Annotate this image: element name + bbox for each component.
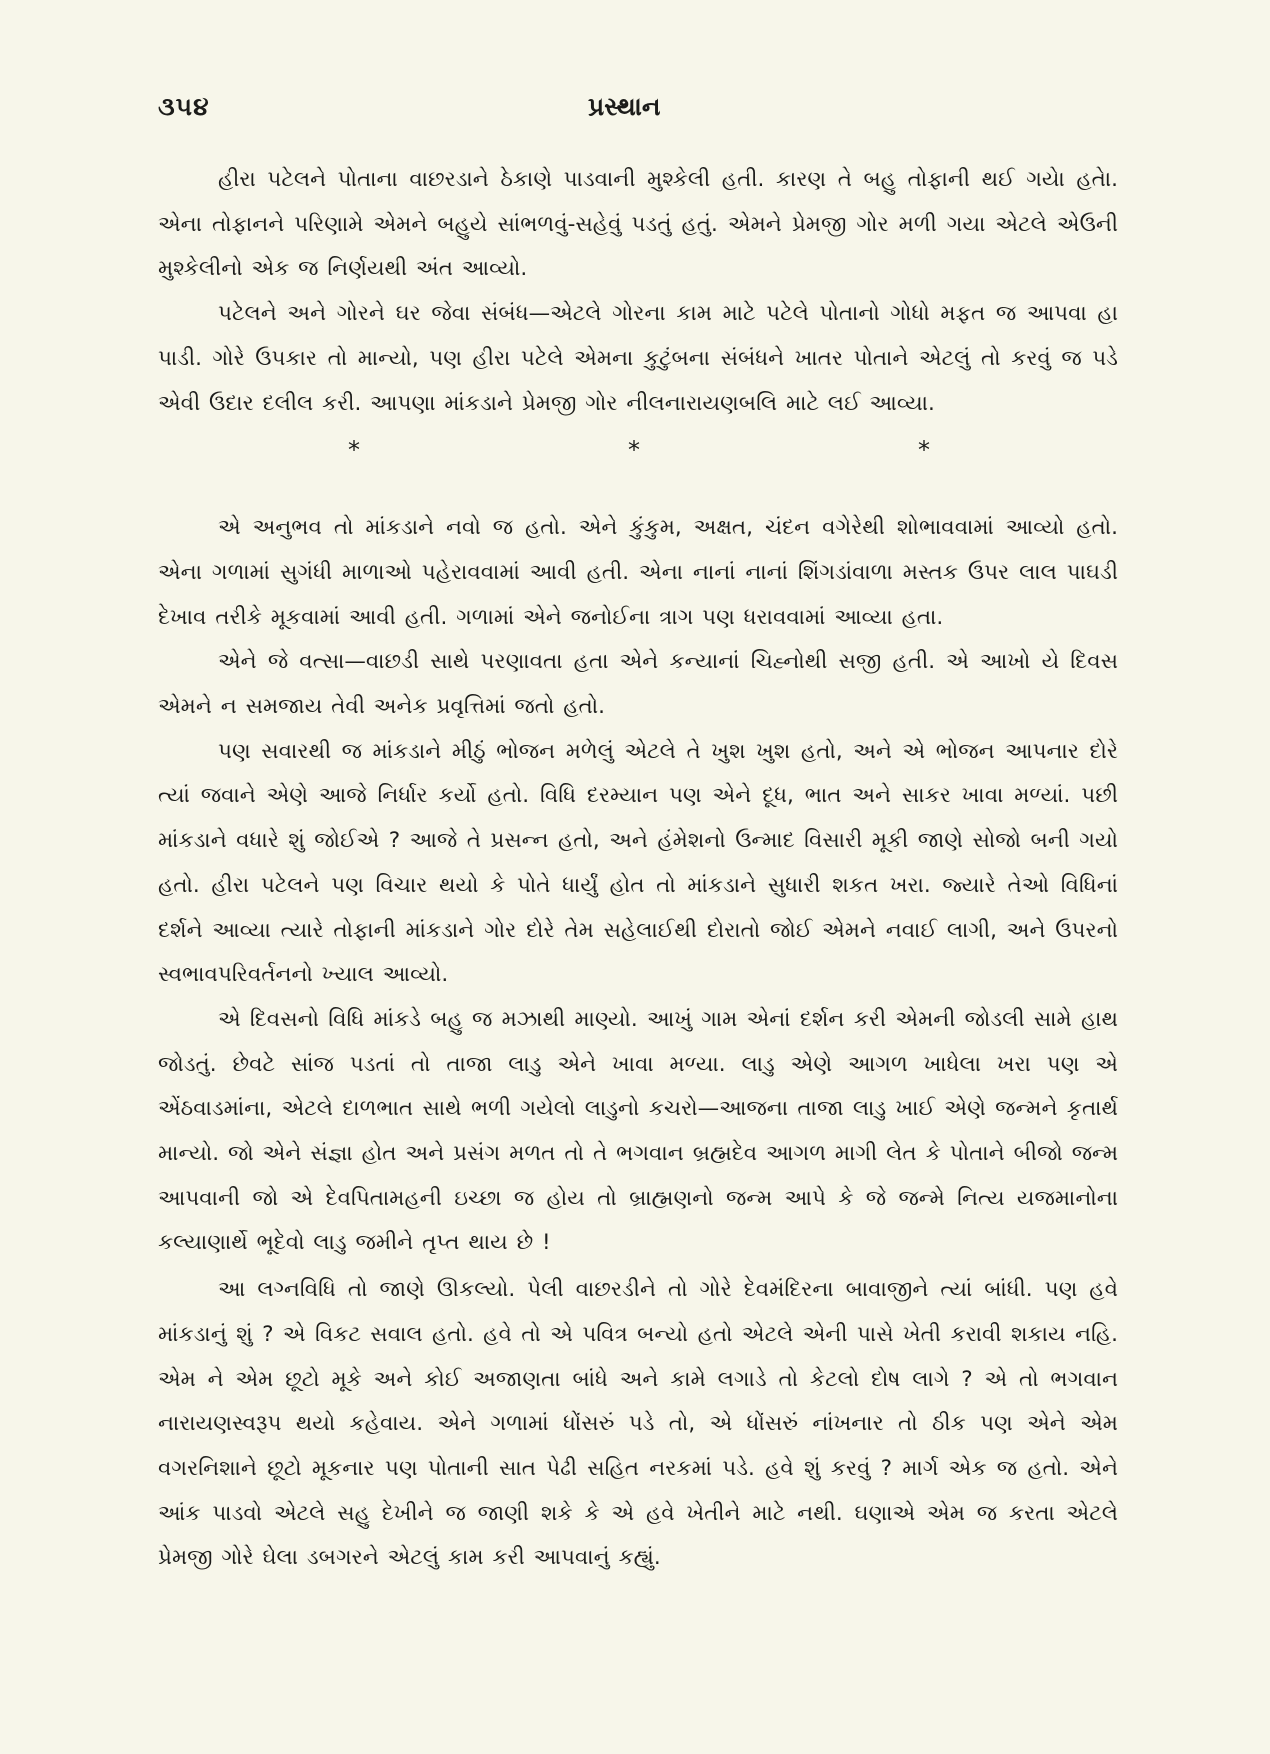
paragraph-4: એને જે વત્સા—વાછડી સાથે પરણાવતા હતા એને કન્યાનાં ચિહ્નોથી સજી હતી. એ આખો યે દિવસ એમને ન સમજાય તેવી અનેક પ્રવૃત્તિમાં જતો હતો. bbox=[158, 649, 1118, 720]
paragraph-7: આ લગ્નવિધિ તો જાણે ઊકલ્યો. પેલી વાછરડીને તો ગોરે દેવમંદિરના બાવાજીને ત્યાં બાંધી. પણ હવે માંકડાનું શું ? એ વિકટ સવાલ હતો. હવે તો એ પવિત્ર બન્યો હતો એટલે એની પાસે ખેતી કરાવી શકાય નહિ. એમ ને એમ છૂટો મૂકે અને કોઈ અજાણતા બાંધે અને કામે લગાડે તો કેટલો દોષ લાગે ? એ તો ભગવાન નારાયણસ્વરૂપ થયો કહેવાય. એને ગળામાં ધોંસરું પડે તો, એ ધોંસરું નાંખનાર તો ઠીક પણ એને એમ વગરનિશાને છૂટો મૂકનાર પણ પોતાની સાત પેઢી સહિત નરકમાં પડે. હવે શું કરવું ? માર્ગ એક જ હતો. એને આંક પાડવો એટલે સહુ દેખીને જ જાણી શકે કે એ હવે ખેતીને માટે નથી. ઘણાએ એમ જ કરતા એટલે પ્રેમજી ગોરે ઘેલા ડબગરને એટલું કામ કરી આપવાનું કહ્યું. bbox=[158, 1277, 1118, 1571]
section-separator bbox=[158, 428, 1118, 506]
page-body bbox=[158, 158, 1118, 1581]
paragraph-6: એ દિવસનો વિધિ માંકડે બહુ જ મઝાથી માણ્યો. આખું ગામ એનાં દર્શન કરી એમની જોડલી સામે હાથ જોડતું. છેવટે સાંજ પડતાં તો તાજા લાડુ એને ખાવા મળ્યા. લાડુ એણે આગળ ખાધેલા ખરા પણ એ એંઠવાડમાંના, એટલે દાળભાત સાથે ભળી ગયેલો લાડુનો કચરો—આજના તાજા લાડુ ખાઈ એણે જન્મને કૃતાર્થ માન્યો. જો એને સંજ્ઞા હોત અને પ્રસંગ મળત તો તે ભગવાન બ્રહ્મદેવ આગળ માગી લેત કે પોતાને બીજો જન્મ આપવાની જો એ દેવપિતામહની ઇચ્છા જ હોય તો બ્રાહ્મણનો જન્મ આપે કે જે જન્મે નિત્ય યજમાનોના કલ્યાણાર્થે ભૂદેવો લાડુ જમીને તૃપ્ત થાય છે ! bbox=[158, 1006, 1118, 1256]
separator-star: * bbox=[348, 436, 360, 465]
page-header bbox=[158, 92, 1118, 132]
running-title: પ્રસ્થાન bbox=[588, 92, 661, 121]
separator-star: * bbox=[628, 436, 640, 465]
paragraph-5: પણ સવારથી જ માંકડાને મીઠું ભોજન મળેલું એટલે તે ખુશ ખુશ હતો, અને એ ભોજન આપનાર દોરે ત્યાં જવાને એણે આજે નિર્ધાર કર્યો હતો. વિધિ દરમ્યાન પણ એને દૂધ, ભાત અને સાકર ખાવા મળ્યાં. પછી માંકડાને વધારે શું જોઈએ ? આજે તે પ્રસન્ન હતો, અને હંમેશનો ઉન્માદ વિસારી મૂકી જાણે સોજો બની ગયો હતો. હીરા પટેલને પણ વિચાર થયો કે પોતે ધાર્યું હોત તો માંકડાને સુધારી શકત ખરા. જ્યારે તેઓ વિધિનાં દર્શને આવ્યા ત્યારે તોફાની માંકડાને ગોર દોરે તેમ સહેલાઈથી દોરાતો જોઈ એમને નવાઈ લાગી, અને ઉપરનો સ્વભાવપરિવર્તનનો ખ્યાલ આવ્યો. bbox=[158, 738, 1118, 988]
page-number: ૩૫૪ bbox=[158, 92, 210, 121]
separator-star: * bbox=[918, 436, 930, 465]
paragraph-2: પટેલને અને ગોરને ઘર જેવા સંબંધ—એટલે ગોરના કામ માટે પટેલે પોતાનો ગોધો મફત જ આપવા હા પાડી. ગોરે ઉપકાર તો માન્યો, પણ હીરા પટેલે એમના કુટુંબના સંબંધને ખાતર પોતાને એટલું તો કરવું જ પડે એવી ઉદાર દલીલ કરી. આપણા માંકડાને પ્રેમજી ગોર નીલનારાયણબલિ માટે લઈ આવ્યા. bbox=[158, 301, 1118, 416]
paragraph-3: એ અનુભવ તો માંકડાને નવો જ હતો. એને કુંકુમ, અક્ષત, ચંદન વગેરેથી શોભાવવામાં આવ્યો હતો. એના ગળામાં સુગંધી માળાઓ પહેરાવવામાં આવી હતી. એના નાનાં નાનાં શિંગડાંવાળા મસ્તક ઉપર લાલ પાઘડી દેખાવ તરીકે મૂકવામાં આવી હતી. ગળામાં એને જનોઈના ત્રાગ પણ ધરાવવામાં આવ્યા હતા. bbox=[158, 515, 1118, 630]
paragraph-1: હીરા પટેલને પોતાના વાછરડાને ઠેકાણે પાડવાની મુશ્કેલી હતી. કારણ તે બહુ તોફાની થઈ ગયેા હતેા. એના તોફાનને પરિણામે એમને બહુયે સાંભળવું-સહેવું પડતું હતું. એમને પ્રેમજી ગોર મળી ગયા એટલે એઉની મુશ્કેલીનો એક જ નિર્ણયથી અંત આવ્યો. bbox=[158, 167, 1118, 282]
